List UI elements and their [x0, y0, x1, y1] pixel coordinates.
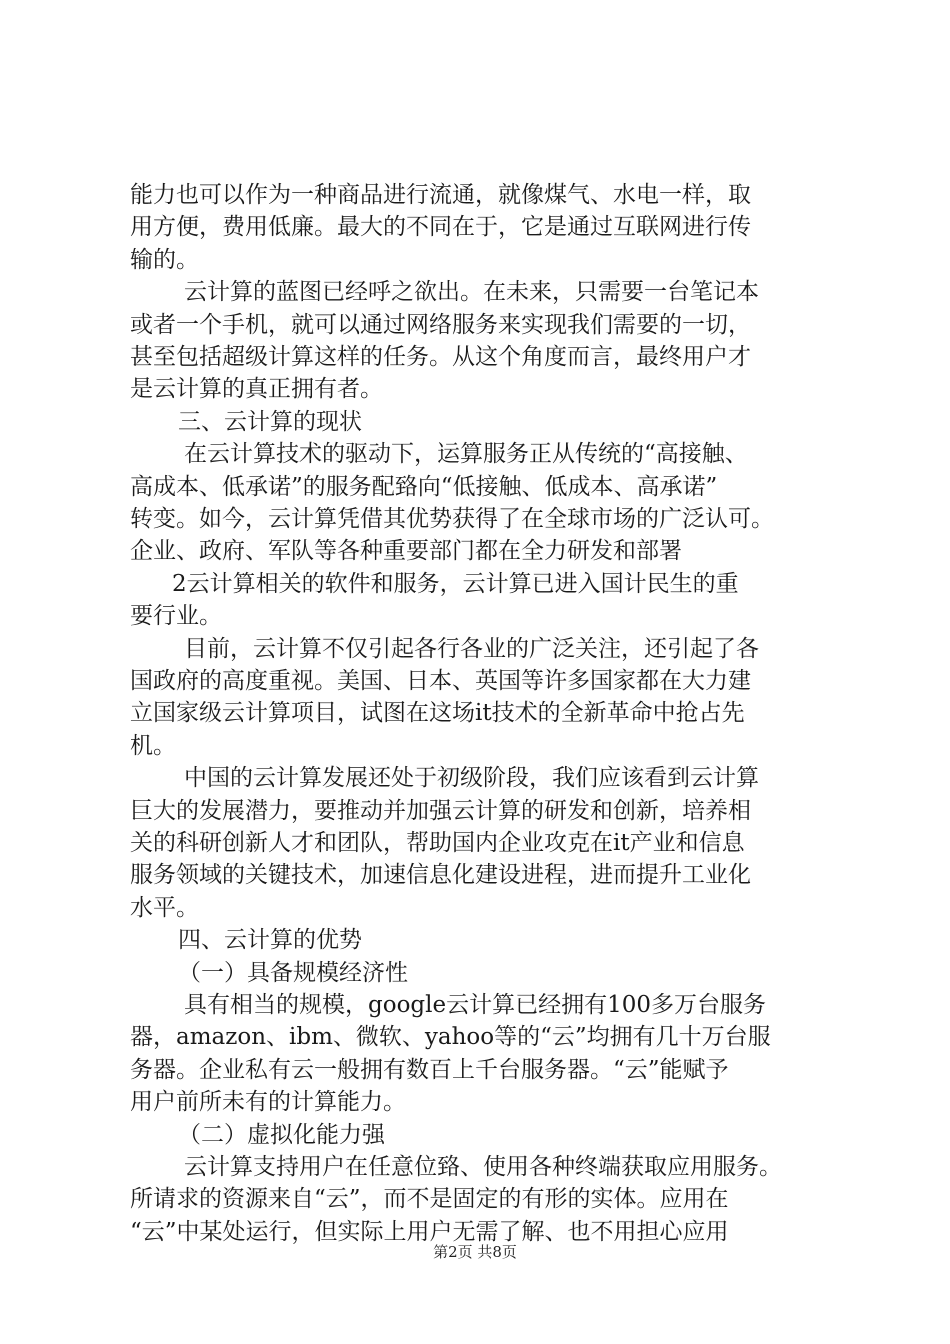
text-line: 中国的云计算发展还处于初级阶段，我们应该看到云计算 [184, 765, 759, 792]
text-line: “云”中某处运行，但实际上用户无需了解、也不用担心应用 [130, 1218, 729, 1245]
section-heading: 四、云计算的优势 [178, 927, 362, 954]
text-line: 或者一个手机，就可以通过网络服务来实现我们需要的一切， [130, 311, 751, 338]
text-line: 目前，云计算不仅引起各行各业的广泛关注，还引起了各 [184, 635, 759, 662]
text-line: 甚至包括超级计算这样的任务。从这个角度而言，最终用户才 [130, 344, 751, 370]
text-line: 器，amazon、ibm、微软、yahoo等的“云”均拥有几十万台服 [130, 1024, 771, 1051]
text-line: 用方便，费用低廉。最大的不同在于，它是通过互联网进行传 [130, 214, 751, 241]
section-heading: 三、云计算的现状 [178, 408, 362, 435]
text-line: 高成本、低承诺”的服务配臵向“低接触、低成本、高承诺” [130, 473, 718, 500]
subsection-heading: （一）具备规模经济性 [178, 959, 408, 986]
text-line: 转变。如今，云计算凭借其优势获得了在全球市场的广泛认可。 [130, 506, 774, 532]
text-line: 云计算的蓝图已经呼之欲出。在未来，只需要一台笔记本 [184, 279, 759, 306]
text-line: 所请求的资源来自“云”，而不是固定的有形的实体。应用在 [130, 1186, 729, 1213]
text-line: 企业、政府、军队等各种重要部门都在全力研发和部署 [130, 538, 682, 565]
text-line: 是云计算的真正拥有者。 [130, 376, 383, 403]
text-line: 关的科研创新人才和团队，帮助国内企业攻克在it产业和信息 [130, 830, 745, 856]
text-line: 国政府的高度重视。美国、日本、英国等许多国家都在大力建 [130, 668, 751, 694]
text-line: 输的。 [130, 246, 199, 273]
subsection-heading: （二）虚拟化能力强 [178, 1121, 385, 1148]
text-line: 务器。企业私有云一般拥有数百上千台服务器。“云”能赋予 [130, 1056, 729, 1083]
text-line: 服务领域的关键技术，加速信息化建设进程，进而提升工业化 [130, 862, 751, 889]
text-line: 用户前所未有的计算能力。 [130, 1089, 406, 1116]
text-line: 立国家级云计算项目，试图在这场it技术的全新革命中抢占先 [130, 700, 745, 727]
text-line: 能力也可以作为一种商品进行流通，就像煤气、水电一样，取 [130, 182, 751, 208]
text-line: 云计算支持用户在任意位臵、使用各种终端获取应用服务。 [184, 1154, 782, 1180]
page-number-footer: 第2页 共8页 [433, 1243, 517, 1261]
text-line: 机。 [130, 732, 176, 759]
text-line: 2云计算相关的软件和服务，云计算已进入国计民生的重 [172, 570, 739, 597]
text-line: 水平。 [130, 894, 199, 921]
text-line: 要行业。 [130, 603, 222, 630]
text-line: 在云计算技术的驱动下，运算服务正从传统的“高接触、 [184, 441, 748, 468]
text-line: 具有相当的规模，google云计算已经拥有100多万台服务 [184, 992, 767, 1018]
text-line: 巨大的发展潜力，要推动并加强云计算的研发和创新，培养相 [130, 797, 751, 824]
